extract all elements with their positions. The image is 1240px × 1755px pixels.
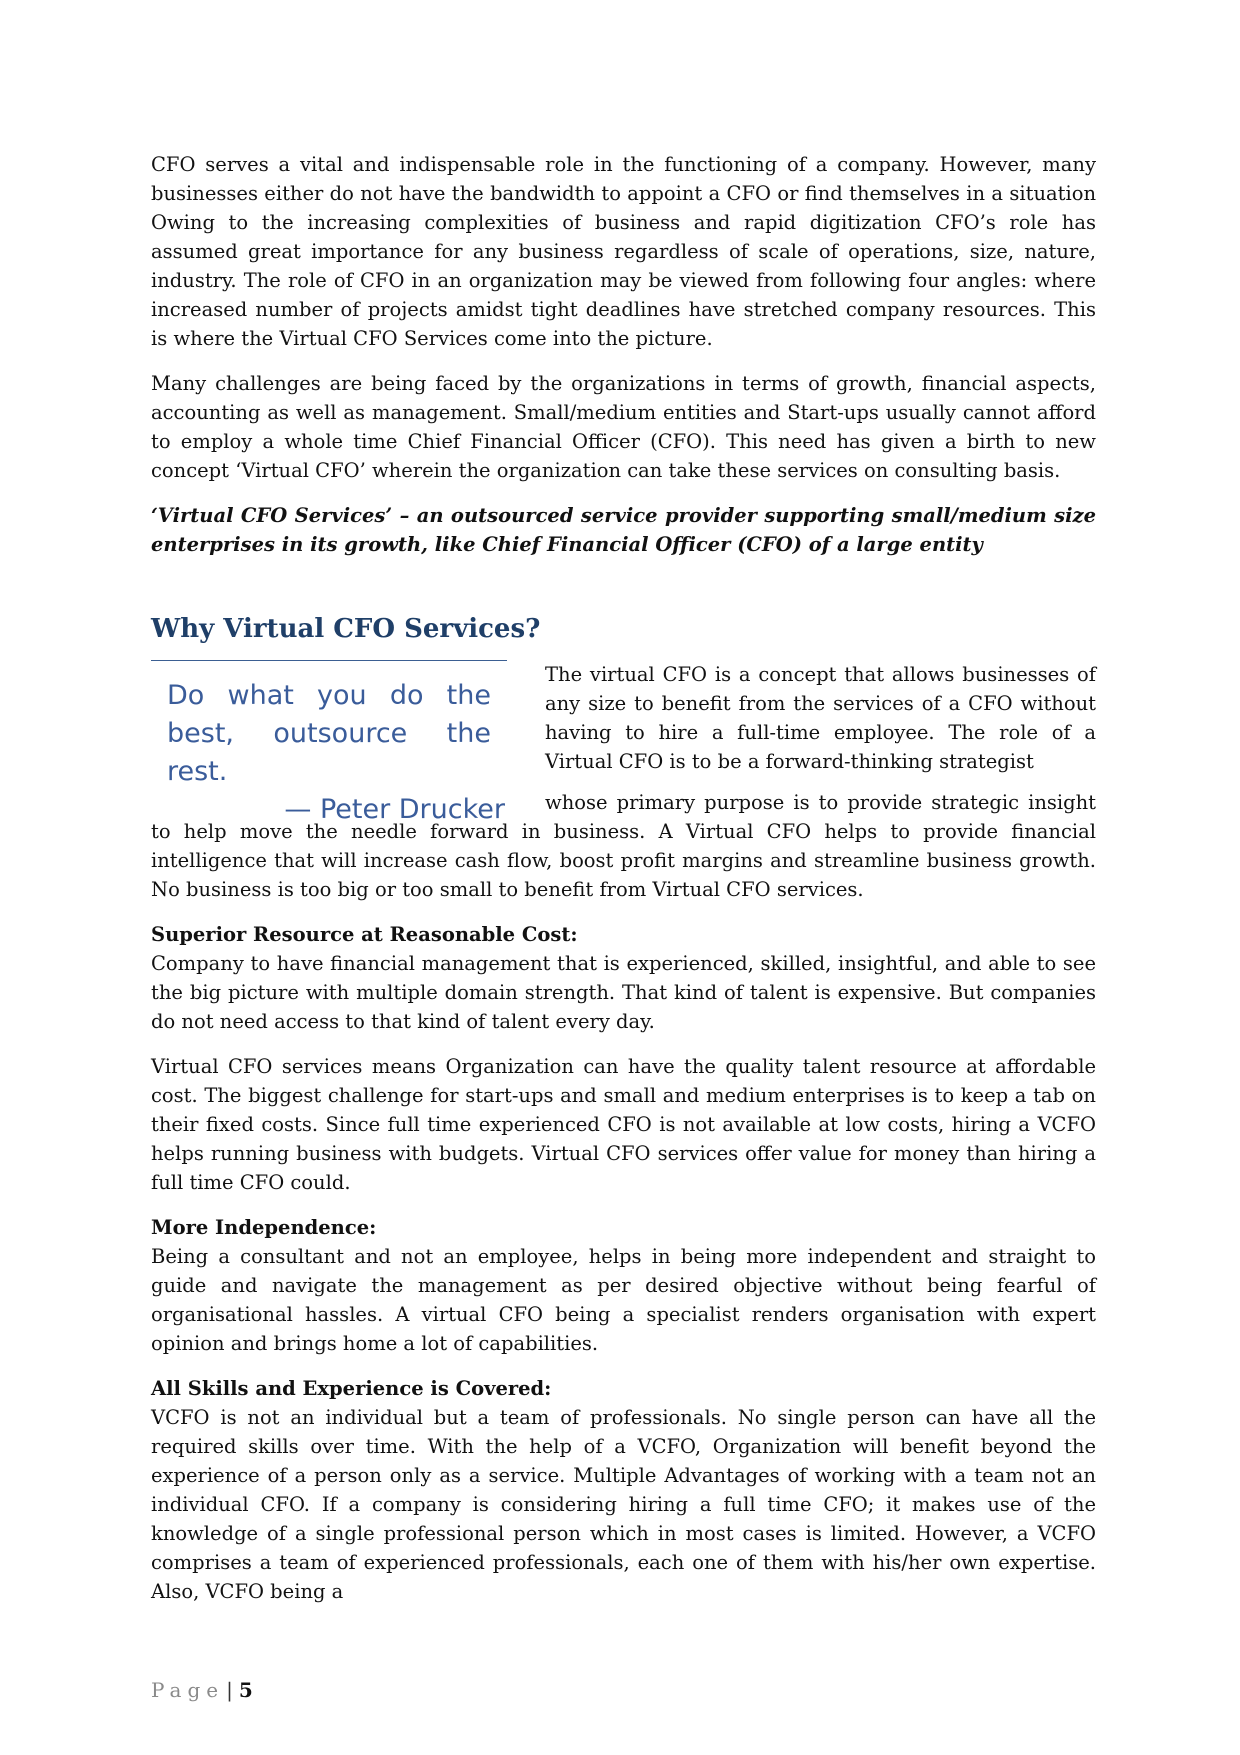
page-label: Page xyxy=(151,1678,225,1702)
intro-paragraph-1: CFO serves a vital and indispensable role in the functioning of a company. However, many businesses either do not have the bandwidth to appoint a CFO or find themselves in a situation Owing to the increasing complexities of business and rapid digitization CFO’s role has assumed great importance for any business regardless of scale of operations, size, nature, industry. The role of CFO in an organization may be viewed from following four angles: where increased number of projects amidst tight deadlines have stretched company resources. This is where the Virtual CFO Services come into the picture. xyxy=(151,153,1096,350)
page-number: 5 xyxy=(238,1678,253,1702)
pull-quote-text: Do what you do the best, outsource the rest. xyxy=(167,680,491,787)
why-paragraph-part-2: whose primary purpose is to provide strategic insight to help move the needle forward in business. A Virtual CFO helps to provide financial intelligence that will increase cash flow, boost profit margins and streamline business growth. No business is too big or too small to benefit from Virtual CFO services. xyxy=(151,791,1096,901)
pull-quote-author: — Peter Drucker xyxy=(284,794,505,825)
independence-block xyxy=(151,1213,1096,1358)
skills-paragraph: VCFO is not an individual but a team of professionals. No single person can have all the required skills over time. With the help of a VCFO, Organization will benefit beyond the experience of a person only as a service. Multiple Advantages of working with a team not an individual CFO. If a company is considering hiring a full time CFO; it makes use of the knowledge of a single professional person which in most cases is limited. However, a VCFO comprises a team of experienced professionals, each one of them with his/her own expertise. Also, VCFO being a xyxy=(151,1406,1096,1603)
independence-paragraph: Being a consultant and not an employee, helps in being more independent and straight to guide and navigate the management as per desired objective without being fearful of organisational hassles. A virtual CFO being a specialist renders organisation with expert opinion and brings home a lot of capabilities. xyxy=(151,1245,1096,1355)
skills-block xyxy=(151,1374,1096,1606)
section-title-why-virtual-cfo: Why Virtual CFO Services? xyxy=(151,614,541,644)
why-paragraph-part-1: The virtual CFO is a concept that allows businesses of any size to benefit from the services of a CFO without having to hire a full-time employee. The role of a Virtual CFO is to be a forward-thinking strategist xyxy=(545,663,1096,773)
intro-paragraph-2: Many challenges are being faced by the organizations in terms of growth, financial aspects, accounting as well as management. Small/medium entities and Start-ups usually cannot afford to employ a whole time Chief Financial Officer (CFO). This need has given a birth to new concept ‘Virtual CFO’ wherein the organization can take these services on consulting basis. xyxy=(151,372,1096,482)
page-footer xyxy=(151,1678,253,1702)
superior-resource-heading: Superior Resource at Reasonable Cost: xyxy=(151,923,578,946)
superior-resource-block xyxy=(151,920,1096,1036)
superior-resource-paragraph-2: Virtual CFO services means Organization can have the quality talent resource at affordable cost. The biggest challenge for start-ups and small and medium enterprises is to keep a tab on their fixed costs. Since full time experienced CFO is not available at low costs, hiring a VCFO helps running business with budgets. Virtual CFO services offer value for money than hiring a full time CFO could. xyxy=(151,1055,1096,1194)
superior-resource-paragraph-1: Company to have financial management that is experienced, skilled, insightful, and able to see the big picture with multiple domain strength. That kind of talent is expensive. But companies do not need access to that kind of talent every day. xyxy=(151,952,1096,1033)
pull-quote xyxy=(151,660,507,825)
definition-statement: ‘Virtual CFO Services’ – an outsourced service provider supporting small/medium size enterprises in its growth, like Chief Financial Officer (CFO) of a large entity xyxy=(151,504,1096,556)
independence-heading: More Independence: xyxy=(151,1216,377,1239)
skills-heading: All Skills and Experience is Covered: xyxy=(151,1377,552,1400)
footer-separator: | xyxy=(226,1678,233,1702)
page-content xyxy=(151,150,1096,1622)
